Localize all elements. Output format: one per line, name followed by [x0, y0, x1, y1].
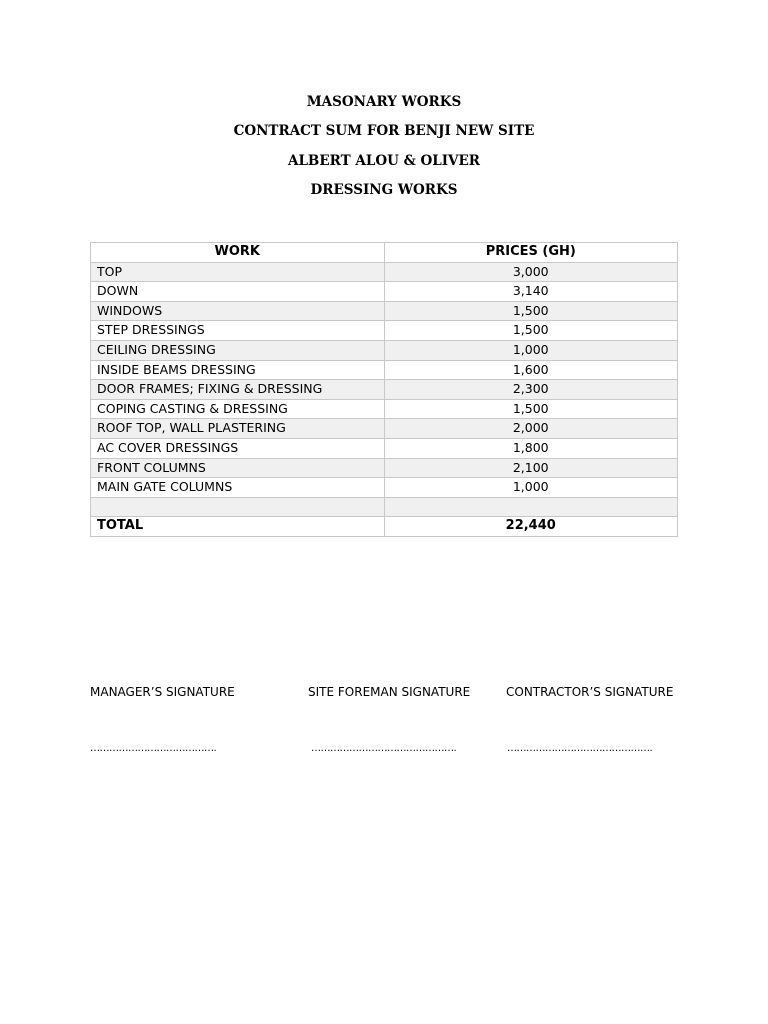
price-cell: 3,000: [384, 262, 678, 282]
total-row: [91, 517, 678, 537]
total-value: 22,440: [384, 517, 678, 537]
work-cell: DOOR FRAMES; FIXING & DRESSING: [91, 380, 385, 400]
table-row: [91, 301, 678, 321]
work-cell: INSIDE BEAMS DRESSING: [91, 360, 385, 380]
contractor-signature-label: CONTRACTOR’S SIGNATURE: [506, 685, 674, 699]
work-cell: WINDOWS: [91, 301, 385, 321]
table-row: [91, 478, 678, 498]
manager-signature-label: MANAGER’S SIGNATURE: [90, 685, 235, 699]
table-row: [91, 321, 678, 341]
price-cell: 1,500: [384, 301, 678, 321]
table-row: [91, 360, 678, 380]
table-row: [91, 262, 678, 282]
table-row: [91, 380, 678, 400]
column-header-work: WORK: [91, 243, 385, 263]
total-label: TOTAL: [91, 517, 385, 537]
contract-subtitle: CONTRACT SUM FOR BENJI NEW SITE: [233, 123, 535, 139]
site-foreman-signature-line: ……………………………………….: [311, 743, 457, 754]
manager-signature-line: ………………………………….: [90, 743, 217, 754]
work-cell: ROOF TOP, WALL PLASTERING: [91, 419, 385, 439]
parties-heading: ALBERT ALOU & OLIVER: [287, 153, 481, 169]
work-cell: [91, 497, 385, 517]
price-cell: 2,000: [384, 419, 678, 439]
price-cell: 3,140: [384, 282, 678, 302]
table-header-row: [91, 243, 678, 263]
work-cell: COPING CASTING & DRESSING: [91, 399, 385, 419]
price-cell: 2,300: [384, 380, 678, 400]
work-cell: DOWN: [91, 282, 385, 302]
work-cell: CEILING DRESSING: [91, 340, 385, 360]
table-row: [91, 399, 678, 419]
table-row-empty: [91, 497, 678, 517]
price-cell: 1,800: [384, 438, 678, 458]
price-cell: 1,000: [384, 478, 678, 498]
table-row: [91, 438, 678, 458]
work-cell: FRONT COLUMNS: [91, 458, 385, 478]
table-row: [91, 419, 678, 439]
work-cell: MAIN GATE COLUMNS: [91, 478, 385, 498]
work-cell: STEP DRESSINGS: [91, 321, 385, 341]
price-cell: [384, 497, 678, 517]
section-heading: DRESSING WORKS: [310, 182, 458, 198]
work-cell: AC COVER DRESSINGS: [91, 438, 385, 458]
price-table: [90, 242, 678, 537]
price-cell: 1,600: [384, 360, 678, 380]
table-row: [91, 282, 678, 302]
table-row: [91, 458, 678, 478]
price-cell: 1,500: [384, 321, 678, 341]
contractor-signature-line: ……………………………………….: [507, 743, 653, 754]
column-header-prices: PRICES (GH): [384, 243, 678, 263]
table-row: [91, 340, 678, 360]
price-cell: 2,100: [384, 458, 678, 478]
price-cell: 1,500: [384, 399, 678, 419]
work-cell: TOP: [91, 262, 385, 282]
site-foreman-signature-label: SITE FOREMAN SIGNATURE: [308, 685, 471, 699]
document-title: MASONARY WORKS: [306, 94, 462, 110]
price-cell: 1,000: [384, 340, 678, 360]
